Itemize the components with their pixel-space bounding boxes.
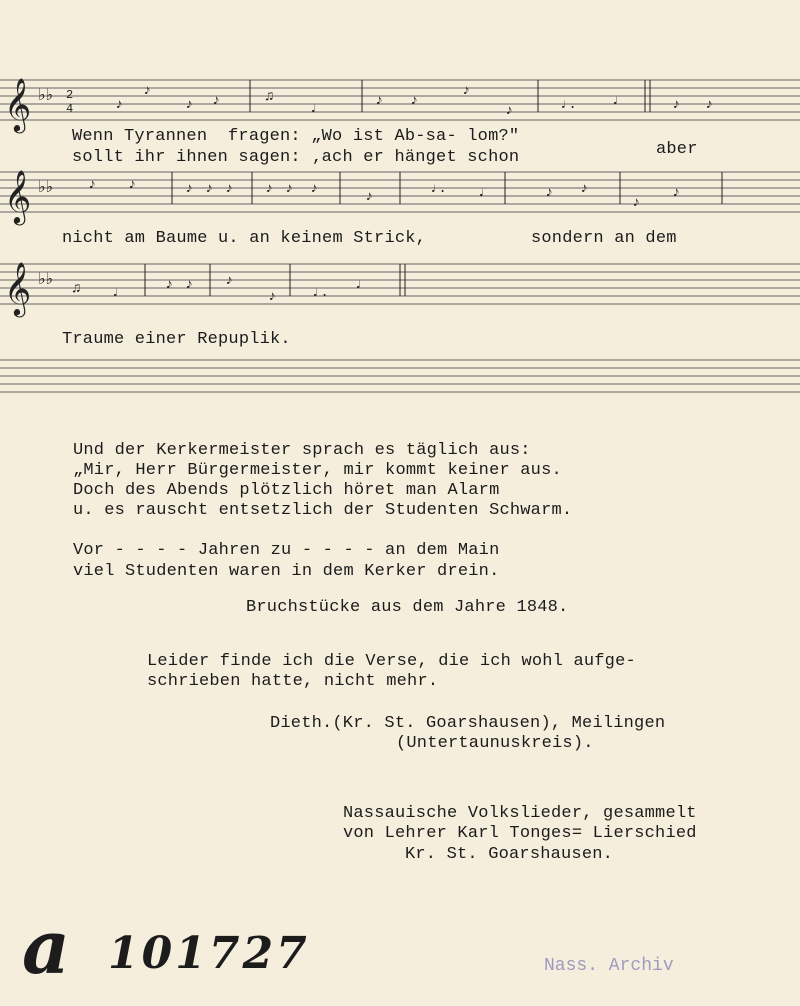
- svg-text:♩.: ♩.: [430, 181, 447, 197]
- svg-text:𝄞: 𝄞: [4, 169, 32, 223]
- svg-text:♪: ♪: [580, 181, 589, 197]
- svg-text:♭♭: ♭♭: [38, 177, 54, 196]
- svg-text:♪: ♪: [672, 97, 681, 113]
- svg-text:♪: ♪: [225, 273, 234, 289]
- svg-text:♪: ♪: [365, 189, 374, 205]
- svg-text:♩: ♩: [612, 93, 621, 109]
- svg-text:2: 2: [66, 88, 74, 102]
- verse-line: Und der Kerkermeister sprach es täglich aus:: [73, 441, 531, 460]
- lyric-aside-sondern: sondern an dem: [531, 229, 677, 248]
- archive-stamp: Nass. Archiv: [544, 956, 674, 976]
- lyric-aside-aber: aber: [656, 140, 698, 159]
- fragment-note: Bruchstücke aus dem Jahre 1848.: [246, 598, 569, 617]
- lyric-line-2: sollt ihr ihnen sagen: ‚ach er hänget schon: [72, 148, 520, 167]
- source-line: Dieth.(Kr. St. Goarshausen), Meilingen: [270, 714, 666, 733]
- svg-text:♪: ♪: [462, 83, 471, 99]
- svg-text:♪: ♪: [88, 177, 97, 193]
- empty-staff: [0, 354, 800, 404]
- verse-line: Doch des Abends plötzlich höret man Alarm: [73, 481, 500, 500]
- svg-text:♩: ♩: [355, 277, 364, 293]
- lyric-line-1: Wenn Tyrannen fragen: „Wo ist Ab-sa- lom?": [72, 127, 520, 146]
- svg-text:♪: ♪: [410, 93, 419, 109]
- music-staff-3: [0, 254, 800, 334]
- archive-number: 101727: [108, 928, 310, 979]
- svg-text:♪: ♪: [185, 277, 194, 293]
- svg-text:♪: ♪: [212, 93, 221, 109]
- collection-line: Nassauische Volkslieder, gesammelt: [343, 804, 697, 823]
- svg-text:♪: ♪: [545, 185, 554, 201]
- svg-text:♩: ♩: [310, 101, 319, 117]
- comment-line: Leider finde ich die Verse, die ich wohl aufge-: [147, 652, 636, 671]
- source-line: (Untertaunuskreis).: [396, 734, 594, 753]
- verse-line: viel Studenten waren in dem Kerker drein.: [73, 562, 500, 581]
- archive-letter: a: [22, 905, 70, 991]
- svg-text:𝄞: 𝄞: [4, 77, 32, 131]
- svg-text:♩: ♩: [112, 285, 121, 301]
- svg-text:♪: ♪: [165, 277, 174, 293]
- svg-text:♭♭: ♭♭: [38, 269, 54, 288]
- svg-text:♪: ♪: [143, 83, 152, 99]
- svg-text:♫: ♫: [72, 281, 81, 297]
- svg-text:♭♭: ♭♭: [38, 85, 54, 104]
- svg-text:♪: ♪: [265, 181, 274, 197]
- svg-text:♩.: ♩.: [560, 97, 577, 113]
- verse-line: u. es rauscht entsetzlich der Studenten Schwarm.: [73, 501, 573, 520]
- verse-line: „Mir, Herr Bürgermeister, mir kommt keiner aus.: [73, 461, 562, 480]
- svg-text:♪: ♪: [185, 181, 194, 197]
- svg-text:♪: ♪: [672, 185, 681, 201]
- verse-line: Vor - - - - Jahren zu - - - - an dem Main: [73, 541, 500, 560]
- svg-text:♪: ♪: [268, 289, 277, 305]
- svg-text:♪: ♪: [115, 97, 124, 113]
- svg-text:♪: ♪: [505, 103, 514, 119]
- svg-text:♪: ♪: [310, 181, 319, 197]
- comment-line: schrieben hatte, nicht mehr.: [147, 672, 439, 691]
- svg-text:♩.: ♩.: [312, 285, 329, 301]
- lyric-line-4: Traume einer Repuplik.: [62, 330, 291, 349]
- svg-text:♪: ♪: [128, 177, 137, 193]
- svg-text:𝄞: 𝄞: [4, 261, 32, 315]
- svg-text:♪: ♪: [285, 181, 294, 197]
- svg-text:♪: ♪: [185, 97, 194, 113]
- svg-text:♪: ♪: [705, 97, 714, 113]
- lyric-line-3: nicht am Baume u. an keinem Strick,: [62, 229, 427, 248]
- svg-text:♪: ♪: [225, 181, 234, 197]
- svg-text:♫: ♫: [265, 89, 274, 105]
- collection-line: von Lehrer Karl Tonges= Lierschied: [343, 824, 697, 843]
- collection-line: Kr. St. Goarshausen.: [405, 845, 614, 864]
- svg-text:♪: ♪: [375, 93, 384, 109]
- svg-text:♩: ♩: [478, 185, 487, 201]
- svg-text:4: 4: [66, 102, 74, 116]
- staff-3-notation: [0, 254, 800, 334]
- svg-text:♪: ♪: [205, 181, 214, 197]
- svg-text:♪: ♪: [632, 195, 641, 211]
